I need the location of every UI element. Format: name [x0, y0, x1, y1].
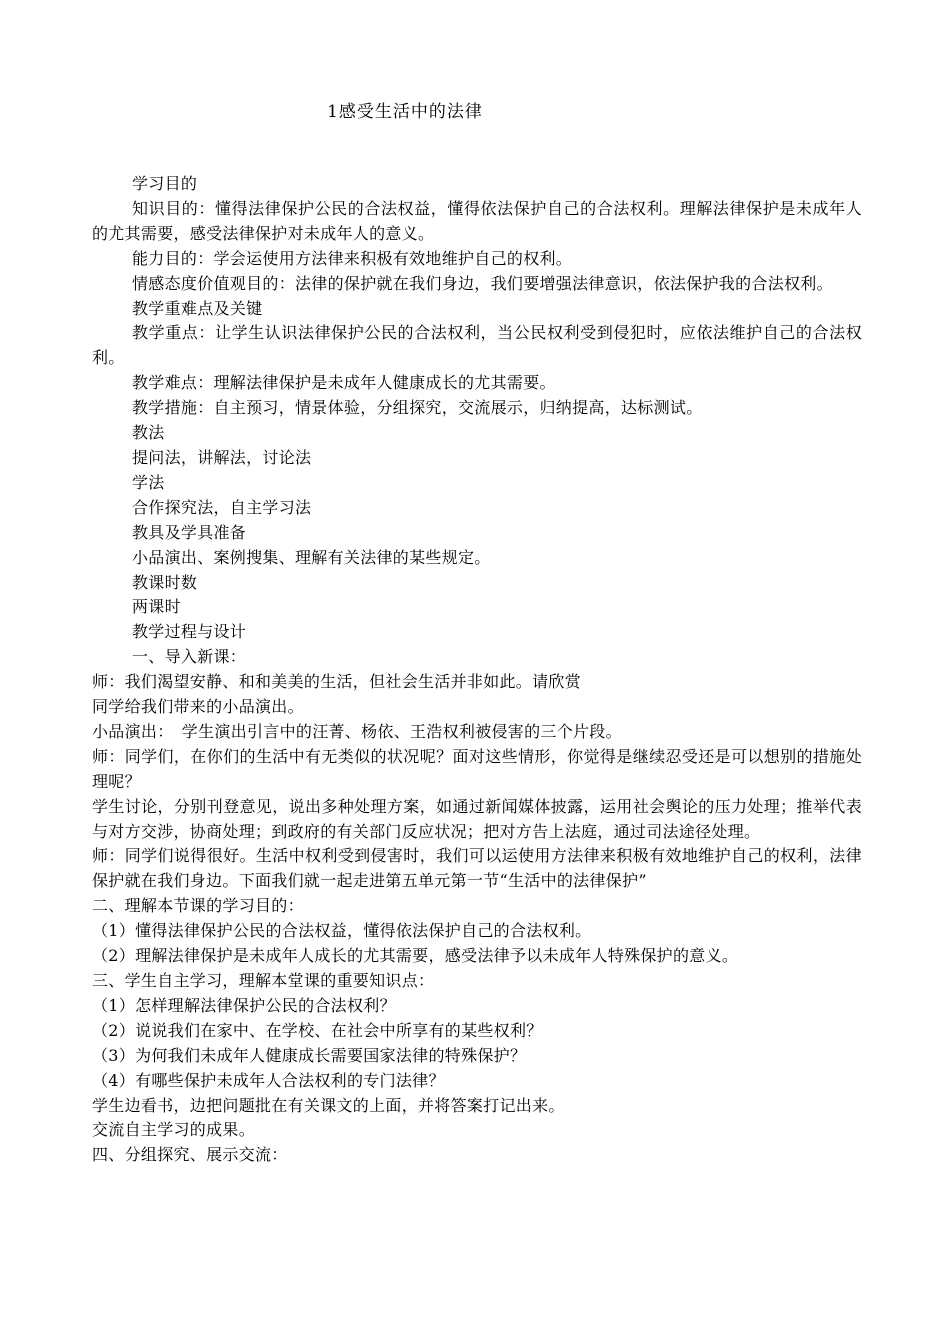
- paragraph: 知识目的：懂得法律保护公民的合法权益，懂得依法保护自己的合法权利。理解法律保护是未成年人的尤其需要，感受法律保护对未成年人的意义。: [92, 198, 862, 243]
- paragraph: 一、导入新课：: [132, 647, 247, 667]
- paragraph: 教学措施：自主预习，情景体验，分组探究，交流展示，归纳提高，达标测试。: [132, 398, 703, 418]
- paragraph: 小品演出、案例搜集、理解有关法律的某些规定。: [132, 547, 491, 567]
- paragraph: 能力目的：学会运使用方法律来积极有效地维护自己的权利。: [132, 248, 573, 268]
- paragraph: （1）怎样理解法律保护公民的合法权利？: [92, 995, 396, 1015]
- document-body: [92, 172, 862, 1168]
- paragraph: 教学重点：让学生认识法律保护公民的合法权利，当公民权利受到侵犯时，应依法维护自己的合法权利。: [92, 323, 862, 368]
- paragraph: 教具及学具准备: [132, 522, 247, 542]
- paragraph: 两课时: [132, 597, 181, 617]
- paragraph: 情感态度价值观目的：法律的保护就在我们身边，我们要增强法律意识，依法保护我的合法权利。: [132, 273, 833, 293]
- paragraph: 教学过程与设计: [132, 622, 247, 642]
- paragraph: 学生讨论，分别刊登意见，说出多种处理方案，如通过新闻媒体披露，运用社会舆论的压力处理；推举代表与对方交涉，协商处理；到政府的有关部门反应状况；把对方告上法庭，通过司法途径处理。: [92, 796, 862, 841]
- paragraph: 合作探究法，自主学习法: [132, 497, 312, 517]
- paragraph: 二、理解本节课的学习目的：: [92, 896, 304, 916]
- document-title: 1感受生活中的法律: [327, 102, 483, 122]
- paragraph: 学法: [132, 472, 165, 492]
- paragraph: 交流自主学习的成果。: [92, 1120, 256, 1140]
- paragraph: （2）说说我们在家中、在学校、在社会中所享有的某些权利？: [92, 1020, 543, 1040]
- paragraph: （4）有哪些保护未成年人合法权利的专门法律？: [92, 1070, 445, 1090]
- paragraph: 教课时数: [132, 572, 198, 592]
- paragraph: （3）为何我们未成年人健康成长需要国家法律的特殊保护？: [92, 1045, 527, 1065]
- paragraph: （2）理解法律保护是未成年人成长的尤其需要，感受法律予以未成年人特殊保护的意义。: [92, 946, 739, 966]
- paragraph: 师：同学们说得很好。生活中权利受到侵害时，我们可以运使用方法律来积极有效地维护自己的权利，法律保护就在我们身边。下面我们就一起走进第五单元第一节“生活中的法律保护”: [92, 846, 862, 891]
- paragraph: 学习目的: [132, 174, 198, 193]
- paragraph: 小品演出： 学生演出引言中的汪菁、杨依、王浩权利被侵害的三个片段。: [92, 721, 622, 741]
- paragraph: 三、学生自主学习，理解本堂课的重要知识点：: [92, 971, 435, 990]
- paragraph: 师：同学们，在你们的生活中有无类似的状况呢？面对这些情形，你觉得是继续忍受还是可以想别的措施处理呢？: [92, 746, 862, 791]
- paragraph: 同学给我们带来的小品演出。: [92, 697, 304, 717]
- paragraph: 学生边看书，边把问题批在有关课文的上面，并将答案打记出来。: [92, 1095, 565, 1115]
- paragraph: 教学难点：理解法律保护是未成年人健康成长的尤其需要。: [132, 373, 556, 393]
- paragraph: 提问法，讲解法，讨论法: [132, 447, 312, 467]
- paragraph: 四、分组探究、展示交流：: [92, 1145, 288, 1165]
- paragraph: 教法: [132, 423, 165, 443]
- paragraph: 教学重难点及关键: [132, 298, 263, 318]
- paragraph: （1）懂得法律保护公民的合法权益，懂得依法保护自己的合法权利。: [92, 921, 592, 941]
- paragraph: 师：我们渴望安静、和和美美的生活，但社会生活并非如此。请欣赏: [92, 672, 582, 692]
